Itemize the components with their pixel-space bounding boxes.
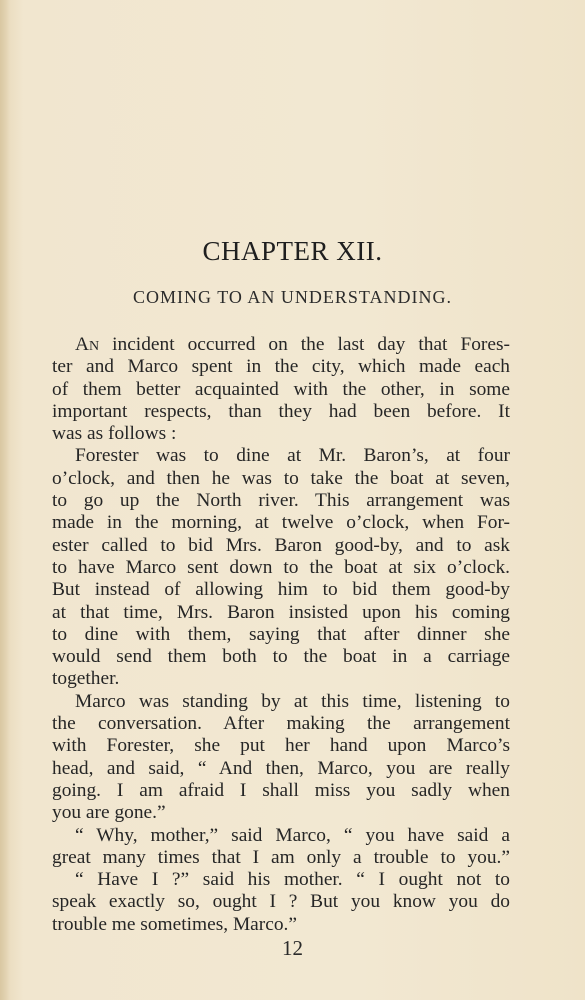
text-line: at that time, Mrs. Baron insisted upon his coming	[52, 601, 510, 623]
text-line: Forester was to dine at Mr. Baron’s, at four	[75, 445, 510, 467]
text-line: to dine with them, saying that after dinner she	[52, 623, 510, 645]
text-line: together.	[52, 668, 120, 690]
text-line: head, and said, “ And then, Marco, you are really	[52, 757, 510, 779]
text-line: you are gone.”	[52, 802, 166, 824]
text-line: trouble me sometimes, Marco.”	[52, 913, 298, 935]
text-line: great many times that I am only a trouble to you.”	[52, 846, 510, 868]
text-line: the conversation. After making the arrangement	[52, 713, 510, 735]
text-line: would send them both to the boat in a carriage	[52, 646, 510, 668]
text-line: “ Why, mother,” said Marco, “ you have said a	[75, 824, 510, 846]
page-number: 12	[282, 936, 303, 960]
text-line: An incident occurred on the last day that Fores-	[75, 334, 510, 355]
text-line: ester called to bid Mrs. Baron good-by, and to ask	[52, 534, 510, 556]
text-line: to go up the North river. This arrangement was	[52, 490, 510, 512]
text-line: o’clock, and then he was to take the boat at seven,	[52, 467, 510, 489]
chapter-subtitle: COMING TO AN UNDERSTANDING.	[133, 287, 452, 307]
text-line: to have Marco sent down to the boat at six o’clock.	[52, 556, 510, 578]
text-line: ter and Marco spent in the city, which made each	[52, 356, 510, 378]
text-line: speak exactly so, ought I ? But you know you do	[52, 891, 510, 913]
text-line: with Forester, she put her hand upon Marco’s	[52, 735, 510, 757]
text-line: important respects, than they had been before. It	[52, 400, 510, 422]
body-text	[52, 334, 510, 936]
text-line: going. I am afraid I shall miss you sadly when	[52, 779, 510, 801]
text-line: made in the morning, at twelve o’clock, when For-	[52, 512, 510, 534]
text-line: Marco was standing by at this time, listening to	[75, 690, 510, 712]
text-line: of them better acquainted with the other, in some	[52, 378, 510, 400]
page-spine-shadow	[0, 0, 10, 1000]
chapter-title: CHAPTER XII.	[202, 236, 383, 266]
drop-word: An	[75, 334, 100, 355]
text-line: But instead of allowing him to bid them good-by	[52, 579, 510, 601]
text-line: “ Have I ?” said his mother. “ I ought not to	[75, 869, 510, 891]
text-line: was as follows :	[52, 423, 177, 445]
